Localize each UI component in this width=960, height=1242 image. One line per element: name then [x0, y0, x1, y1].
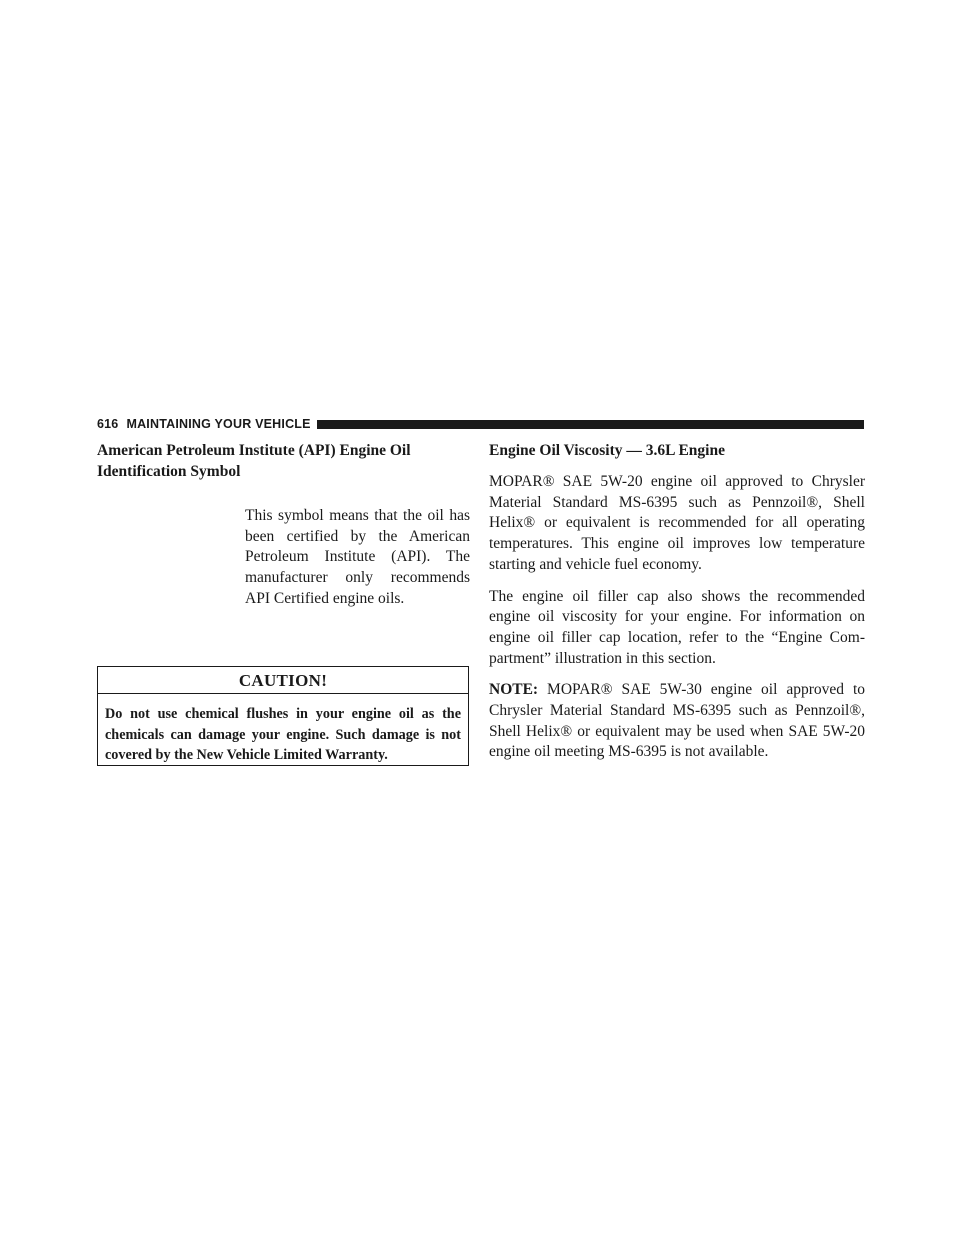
note-label: NOTE:	[489, 681, 539, 699]
page-number: 616	[97, 417, 119, 431]
viscosity-paragraph-1: MOPAR® SAE 5W-20 engine oil approved to Chrysler Material Standard MS-6395 such as Pennzoil®, Shell Helix® or equivalent is recommended for all operating temperatures. This engine oil improves low temperature starting and vehicle fuel economy.	[489, 473, 865, 573]
note-text: MOPAR® SAE 5W-30 engine oil approved to Chrysler Material Standard MS-6395 such as Pennzoil®, Shell Helix® or equivalent may be used when SAE 5W-20 engine oil meeting MS-6395 is not available.	[489, 681, 865, 761]
api-heading	[97, 440, 471, 482]
note-paragraph	[489, 680, 865, 763]
caution-box	[97, 666, 469, 766]
right-column	[489, 440, 865, 774]
api-heading-line2: Identification Symbol	[97, 463, 241, 480]
header-rule	[317, 420, 864, 429]
caution-text: Do not use chemical flushes in your engine oil as the chemicals can damage your engine. Such damage is not covered by the New Vehicle Limited Warranty.	[105, 706, 461, 763]
left-column	[97, 440, 471, 763]
api-symbol-description: This symbol means that the oil has been certified by the American Petroleum Institute (API). The manufacturer only recommends API Certified engine oils.	[245, 507, 470, 607]
page-header	[97, 416, 864, 432]
section-title: MAINTAINING YOUR VEHICLE	[126, 417, 311, 431]
api-heading-line1: American Petroleum Institute (API) Engine Oil	[97, 442, 411, 459]
viscosity-paragraph-2: The engine oil filler cap also shows the recommended engine oil viscosity for your engine. For information on engine oil filler cap location, refer to the “Engine Com-partment” illustration in this section.	[489, 587, 865, 667]
caution-title: CAUTION!	[98, 667, 468, 694]
viscosity-heading: Engine Oil Viscosity — 3.6L Engine	[489, 442, 725, 459]
